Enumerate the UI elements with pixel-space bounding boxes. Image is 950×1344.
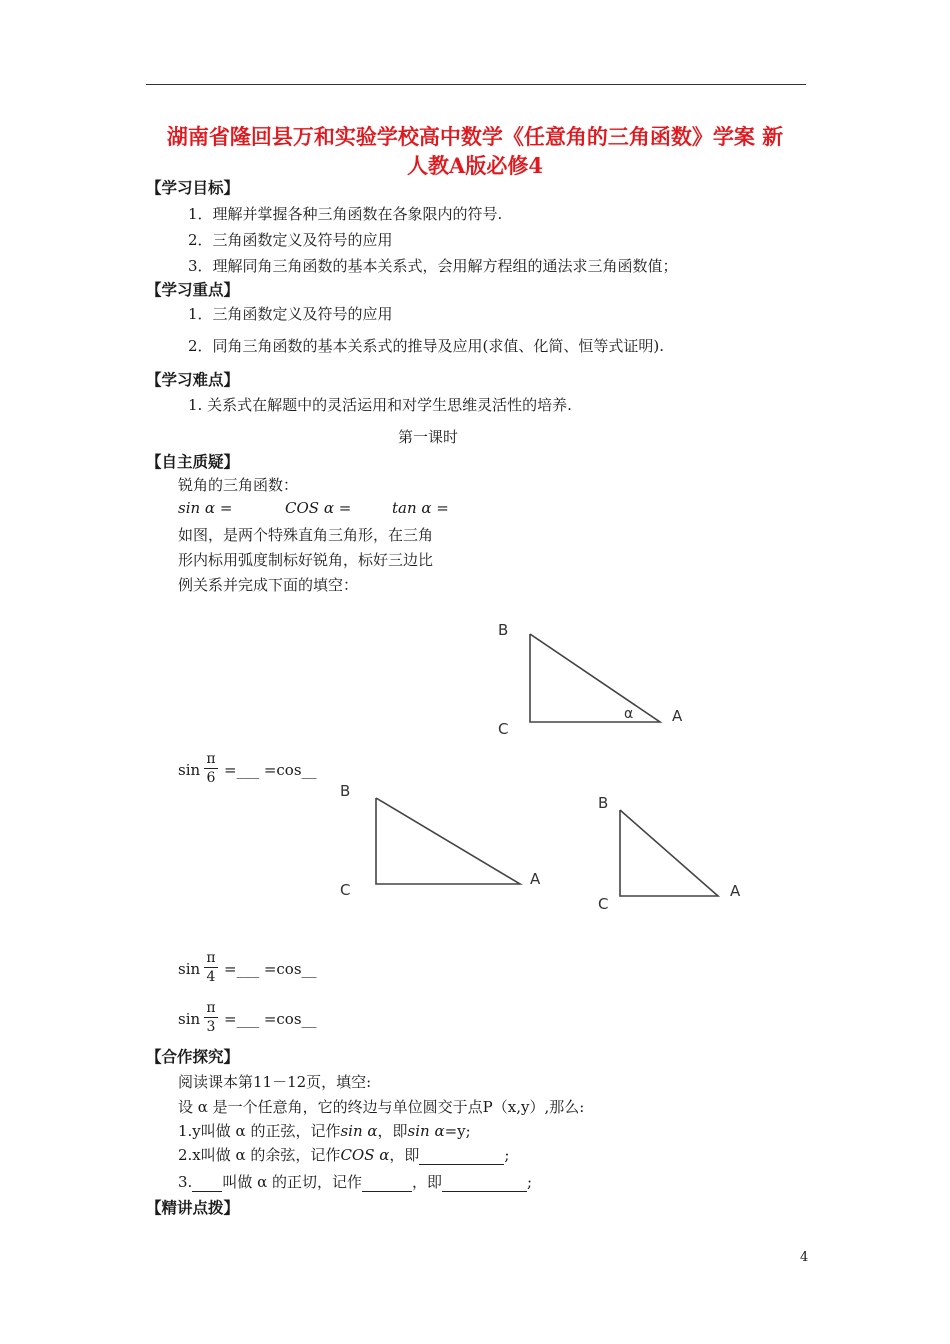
def2-blank[interactable] (419, 1146, 504, 1165)
keypoint-item-1: 1．三角函数定义及符号的应用 (188, 305, 393, 323)
acute-intro: 锐角的三角函数： (178, 476, 299, 494)
exercise-2-fn: sin (178, 960, 201, 978)
triangle-1-label-c: C (498, 720, 509, 738)
def3-text-d: ; (527, 1173, 533, 1191)
definition-cosine (178, 1144, 509, 1165)
cooperate-line-1: 阅读课本第11－12页，填空: (178, 1073, 372, 1091)
triangle-2-shape (376, 798, 520, 884)
sin-alpha-label: sin α = (178, 499, 233, 517)
lesson-label: 第一课时 (398, 428, 459, 446)
goal-item-1: 1．理解并掌握各种三角函数在各象限内的符号. (188, 205, 503, 223)
goal-item-2: 2．三角函数定义及符号的应用 (188, 231, 393, 249)
title-line-2: 人教A版必修4 (407, 153, 543, 178)
triangle-1-label-alpha: α (624, 706, 634, 722)
cos-alpha-label: COS α = (285, 499, 352, 517)
exercise-3-num: π (206, 1000, 216, 1016)
exercise-1-den: 6 (206, 770, 216, 786)
exercise-1-tail: =___ =cos__ (224, 761, 317, 779)
def1-text-c: =y; (444, 1122, 471, 1140)
cooperate-heading: 【合作探究】 (146, 1047, 240, 1066)
keypoint-item-2: 2．同角三角函数的基本关系式的推导及应用(求值、化简、恒等式证明). (188, 337, 665, 355)
def2-text-c: ; (504, 1146, 510, 1164)
triangle-1-label-a: A (672, 707, 683, 725)
def3-text-a: 3. (178, 1173, 193, 1191)
triangle-1-shape (530, 634, 660, 722)
triangle-1-label-b: B (498, 621, 509, 639)
def3-text-b: 叫做 α 的正切，记作 (222, 1173, 362, 1191)
def1-text-b: ，即 (377, 1122, 408, 1140)
def1-symbol-2: sin α (407, 1122, 445, 1140)
exercise-3-fraction (204, 1000, 218, 1035)
triangle-diagram-1 (490, 612, 710, 742)
document-title (125, 122, 825, 180)
exercise-3-den: 3 (206, 1019, 216, 1035)
difficulties-heading: 【学习难点】 (146, 370, 240, 389)
triangle-3-shape (620, 810, 718, 896)
triangle-3-label-a: A (730, 882, 741, 900)
goal-item-3: 3．理解同角三角函数的基本关系式，会用解方程组的通法求三角函数值； (188, 257, 678, 275)
definition-sine (178, 1120, 471, 1141)
def1-symbol: sin α (340, 1122, 378, 1140)
exercise-2-num: π (206, 950, 216, 966)
exercise-2-fraction (204, 950, 218, 985)
triangle-diagram-2 (336, 780, 556, 905)
tan-alpha-label: tan α = (392, 499, 449, 517)
self-study-heading: 【自主质疑】 (146, 452, 240, 471)
triangle-2-label-b: B (340, 782, 351, 800)
para-line-2: 形内标用弧度制标好锐角，标好三边比 (178, 551, 434, 569)
def3-blank-3[interactable] (442, 1173, 527, 1192)
difficulty-item-1: 1. 关系式在解题中的灵活运用和对学生思维灵活性的培养. (188, 396, 572, 414)
def2-text-b: ，即 (389, 1146, 420, 1164)
cooperate-line-2: 设 α 是一个任意角，它的终边与单位圆交于点P（x,y）,那么: (178, 1098, 585, 1116)
def3-blank-2[interactable] (362, 1173, 412, 1192)
para-line-3: 例关系并完成下面的填空： (178, 576, 359, 594)
title-line-1: 湖南省隆回县万和实验学校高中数学《任意角的三角函数》学案 新 (166, 124, 784, 149)
def2-text-a: 2.x叫做 α 的余弦，记作 (178, 1146, 341, 1164)
goals-heading: 【学习目标】 (146, 178, 240, 197)
exercise-2-tail: =___ =cos__ (224, 960, 317, 978)
triangle-2-label-c: C (340, 881, 351, 899)
exercise-2-den: 4 (206, 969, 216, 985)
header-rule (146, 84, 806, 85)
para-line-1: 如图，是两个特殊直角三角形，在三角 (178, 526, 434, 544)
exercise-1-fraction (204, 751, 218, 786)
exercise-1-fn: sin (178, 761, 201, 779)
triangle-3-label-b: B (598, 794, 609, 812)
triangle-2-label-a: A (530, 870, 541, 888)
triangle-3-label-c: C (598, 895, 609, 913)
triangle-diagram-3 (592, 790, 762, 915)
def1-text-a: 1.y叫做 α 的正弦，记作 (178, 1122, 341, 1140)
keypoints-heading: 【学习重点】 (146, 280, 240, 299)
exercise-3-tail: =___ =cos__ (224, 1010, 317, 1028)
def3-text-c: ，即 (411, 1173, 442, 1191)
exercise-1-num: π (206, 751, 216, 767)
exercise-3-fn: sin (178, 1010, 201, 1028)
explain-heading: 【精讲点拨】 (146, 1198, 240, 1217)
page-number: 4 (800, 1250, 809, 1265)
def2-symbol: COS α (340, 1146, 390, 1164)
def3-blank-1[interactable] (192, 1173, 222, 1192)
definition-tangent (178, 1171, 532, 1192)
